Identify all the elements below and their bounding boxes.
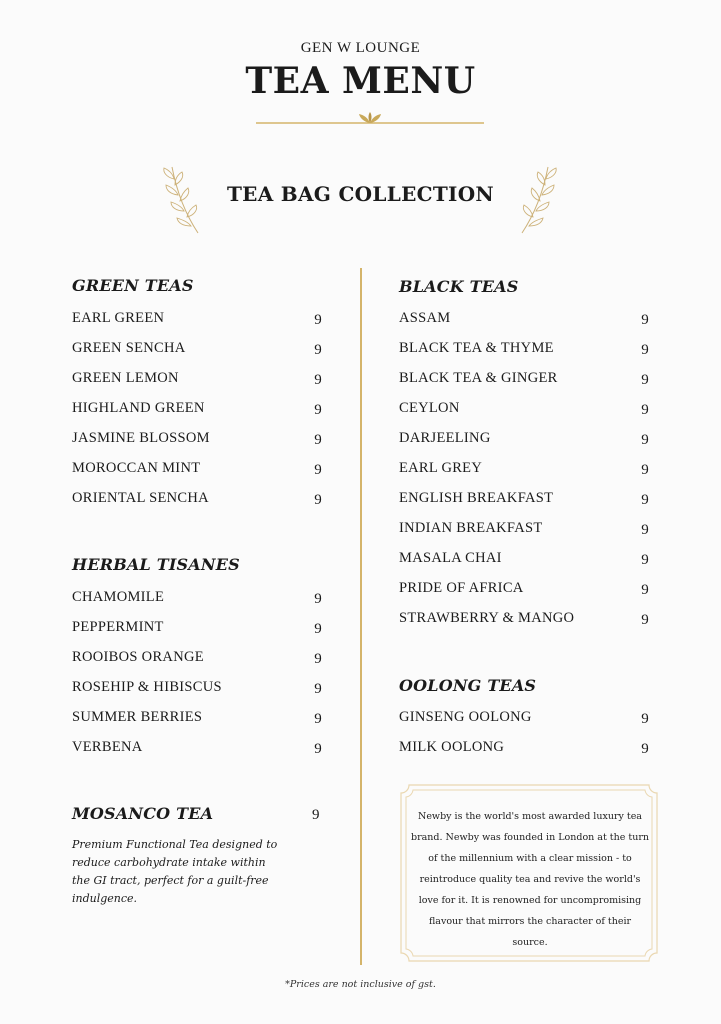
menu-item (72, 370, 322, 400)
menu-item (72, 589, 322, 619)
menu-item-price: 9 (314, 591, 322, 607)
menu-item-name: ORIENTAL SENCHA (72, 490, 209, 506)
menu-item-name: STRAWBERRY & MANGO (399, 610, 575, 626)
menu-item-name: ROOIBOS ORANGE (72, 649, 204, 665)
oolong-teas-heading: OOLONG TEAS (399, 676, 537, 695)
menu-item (399, 610, 649, 640)
menu-item-name: HIGHLAND GREEN (72, 400, 205, 416)
menu-item-name: JASMINE BLOSSOM (72, 430, 210, 446)
menu-item-name: BLACK TEA & GINGER (399, 370, 558, 386)
menu-item-name: GREEN SENCHA (72, 340, 186, 356)
menu-item-price: 9 (314, 621, 322, 637)
menu-item (399, 580, 649, 610)
menu-item (72, 649, 322, 679)
black-teas-heading: BLACK TEAS (399, 277, 519, 296)
menu-item-price: 9 (641, 312, 649, 328)
menu-item-name: EARL GREY (399, 460, 483, 476)
menu-item-price: 9 (314, 402, 322, 418)
menu-item (399, 310, 649, 340)
mosanco-tea-description: Premium Functional Tea designed to reduce carbohydrate intake within the GI tract, perfect for a guilt-free indulgence. (72, 838, 278, 905)
menu-item-name: GINSENG OOLONG (399, 709, 532, 725)
herbal-tisanes-heading: HERBAL TISANES (72, 555, 240, 574)
menu-item-name: ROSEHIP & HIBISCUS (72, 679, 222, 695)
menu-item (399, 340, 649, 370)
brand-note: Newby is the world's most awarded luxury tea brand. Newby was founded in London at the turn of the millennium with a clear mission - to reintroduce quality tea and revive the world's love for it. It is renowned for uncompromising flavour that mirrors the character of their source. (411, 811, 649, 948)
menu-item (72, 679, 322, 709)
menu-item (72, 310, 322, 340)
menu-item-name: PRIDE OF AFRICA (399, 580, 524, 596)
menu-item-name: DARJEELING (399, 430, 491, 446)
column-divider (360, 268, 362, 965)
menu-item-name: VERBENA (72, 739, 143, 755)
menu-item-name: GREEN LEMON (72, 370, 179, 386)
menu-item (399, 460, 649, 490)
menu-item-name: INDIAN BREAKFAST (399, 520, 543, 536)
menu-item-price: 9 (314, 681, 322, 697)
menu-item (72, 709, 322, 739)
menu-item-name: EARL GREEN (72, 310, 165, 326)
menu-item (72, 400, 322, 430)
herbal-tisanes-list (72, 589, 322, 769)
menu-item (399, 400, 649, 430)
menu-item-price: 9 (641, 612, 649, 628)
menu-item-name: CHAMOMILE (72, 589, 165, 605)
menu-item-price: 9 (641, 552, 649, 568)
menu-item-name: MILK OOLONG (399, 739, 505, 755)
menu-item-price: 9 (314, 342, 322, 358)
menu-item (72, 619, 322, 649)
menu-item-price: 9 (641, 402, 649, 418)
mosanco-tea-price: 9 (312, 807, 320, 823)
green-teas-heading: GREEN TEAS (72, 276, 194, 295)
leaf-divider-icon (256, 112, 484, 128)
menu-item-price: 9 (314, 312, 322, 328)
menu-item-price: 9 (641, 432, 649, 448)
menu-item (399, 430, 649, 460)
menu-item-price: 9 (641, 522, 649, 538)
menu-item (399, 490, 649, 520)
menu-item (72, 490, 322, 520)
menu-item (399, 520, 649, 550)
menu-item (399, 550, 649, 580)
menu-item-price: 9 (641, 462, 649, 478)
menu-item (399, 370, 649, 400)
menu-item-price: 9 (314, 372, 322, 388)
mosanco-tea-heading: MOSANCO TEA (72, 804, 214, 823)
menu-item-name: MOROCCAN MINT (72, 460, 201, 476)
menu-item (72, 340, 322, 370)
menu-item-name: BLACK TEA & THYME (399, 340, 554, 356)
menu-item-price: 9 (641, 372, 649, 388)
menu-item (399, 739, 649, 769)
page-title: TEA MENU (245, 60, 476, 102)
prices-footnote: *Prices are not inclusive of gst. (285, 979, 436, 990)
menu-item (72, 739, 322, 769)
menu-item (399, 709, 649, 739)
menu-item-name: SUMMER BERRIES (72, 709, 203, 725)
menu-item (72, 460, 322, 490)
black-teas-list (399, 310, 649, 640)
oolong-teas-list (399, 709, 649, 769)
menu-item-name: PEPPERMINT (72, 619, 164, 635)
menu-item-price: 9 (641, 711, 649, 727)
menu-item-name: CEYLON (399, 400, 460, 416)
menu-item-name: ASSAM (399, 310, 451, 326)
venue-name: GEN W LOUNGE (300, 40, 421, 56)
menu-item (72, 430, 322, 460)
menu-item-price: 9 (314, 432, 322, 448)
menu-item-price: 9 (641, 492, 649, 508)
menu-item-name: ENGLISH BREAKFAST (399, 490, 554, 506)
menu-item-price: 9 (314, 711, 322, 727)
green-teas-list (72, 310, 322, 520)
menu-item-price: 9 (314, 651, 322, 667)
menu-item-price: 9 (314, 741, 322, 757)
menu-item-price: 9 (641, 342, 649, 358)
menu-item-price: 9 (314, 492, 322, 508)
menu-item-price: 9 (314, 462, 322, 478)
menu-item-name: MASALA CHAI (399, 550, 502, 566)
menu-item-price: 9 (641, 741, 649, 757)
menu-item-price: 9 (641, 582, 649, 598)
collection-title: TEA BAG COLLECTION (226, 182, 495, 206)
